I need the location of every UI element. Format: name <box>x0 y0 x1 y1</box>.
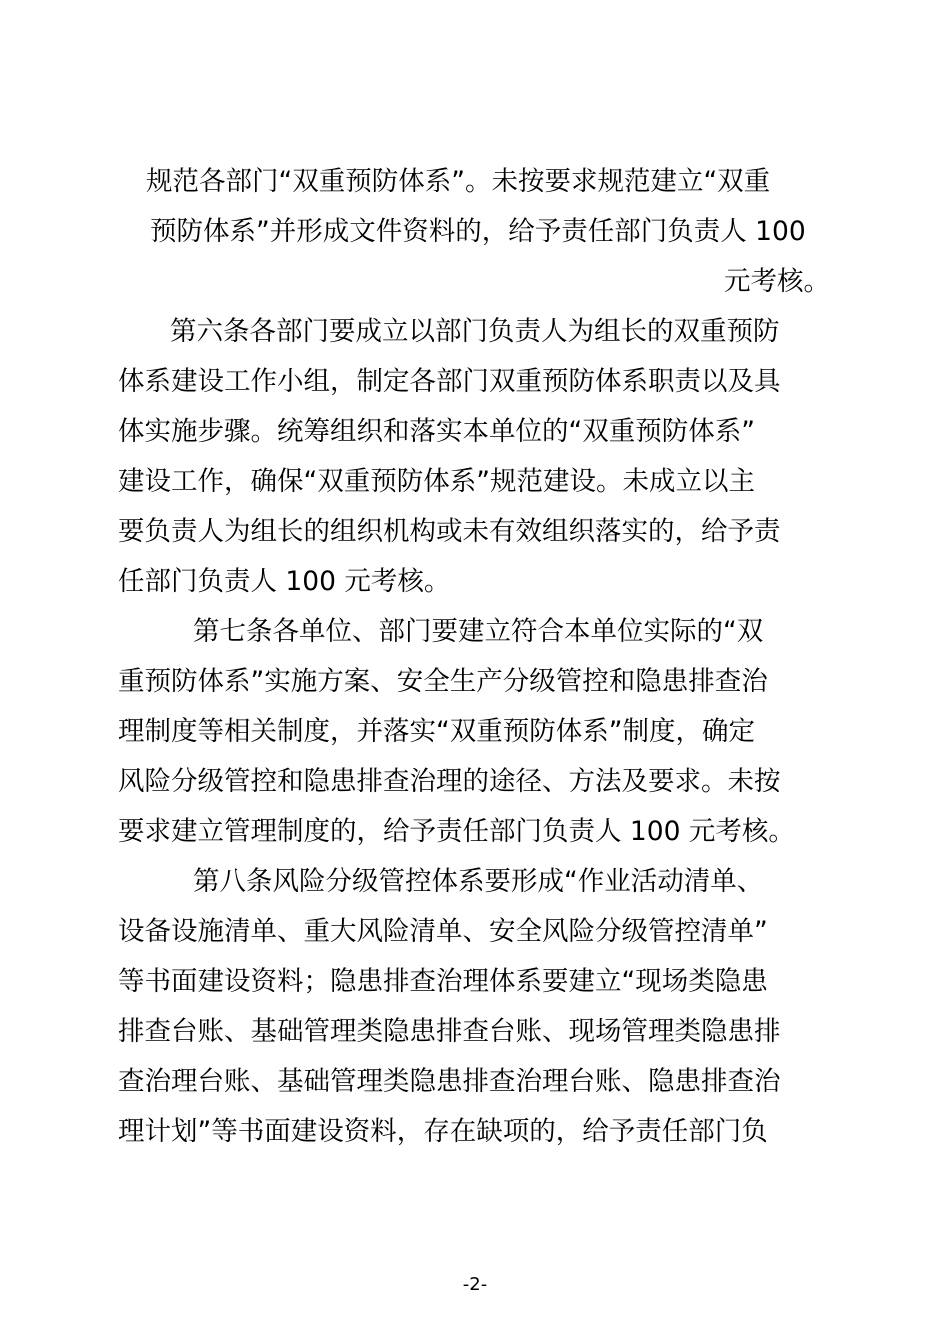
text-line: 建设工作，确保“双重预防体系”规范建设。未成立以主 <box>118 466 755 497</box>
article-6-heading-line: 第六条各部门要成立以部门负责人为组长的双重预防 <box>170 316 780 347</box>
text-line: 排查台账、基础管理类隐患排查台账、现场管理类隐患排 <box>118 1016 781 1047</box>
text-line: 要负责人为组长的组织机构或未有效组织落实的，给予责 <box>118 516 781 547</box>
text-line: 预防体系”并形成文件资料的，给予责任部门负责人 100 <box>150 216 806 247</box>
page-number: -2- <box>462 1274 488 1295</box>
text-line: 体系建设工作小组，制定各部门双重预防体系职责以及具 <box>118 366 781 397</box>
text-line: 理计划”等书面建设资料，存在缺项的，给予责任部门负 <box>118 1116 768 1147</box>
text-line: 风险分级管控和隐患排查治理的途径、方法及要求。未按 <box>118 766 781 797</box>
text-line: 查治理台账、基础管理类隐患排查治理台账、隐患排查治 <box>118 1066 781 1097</box>
text-line: 设备设施清单、重大风险清单、安全风险分级管控清单” <box>118 916 768 947</box>
text-line: 元考核。 <box>724 266 830 297</box>
text-line: 任部门负责人 100 元考核。 <box>118 566 451 597</box>
article-7-heading-line: 第七条各单位、部门要建立符合本单位实际的“双 <box>193 616 764 647</box>
text-line: 等书面建设资料；隐患排查治理体系要建立“现场类隐患 <box>118 966 768 997</box>
text-line: 重预防体系”实施方案、安全生产分级管控和隐患排查治 <box>118 666 768 697</box>
text-line: 要求建立管理制度的，给予责任部门负责人 100 元考核。 <box>118 816 795 847</box>
article-8-heading-line: 第八条风险分级管控体系要形成“作业活动清单、 <box>193 866 764 897</box>
text-line: 理制度等相关制度，并落实“双重预防体系”制度，确定 <box>118 716 755 747</box>
text-line: 规范各部门“双重预防体系”。未按要求规范建立“双重 <box>146 166 771 197</box>
text-line: 体实施步骤。统筹组织和落实本单位的“双重预防体系” <box>118 416 755 447</box>
